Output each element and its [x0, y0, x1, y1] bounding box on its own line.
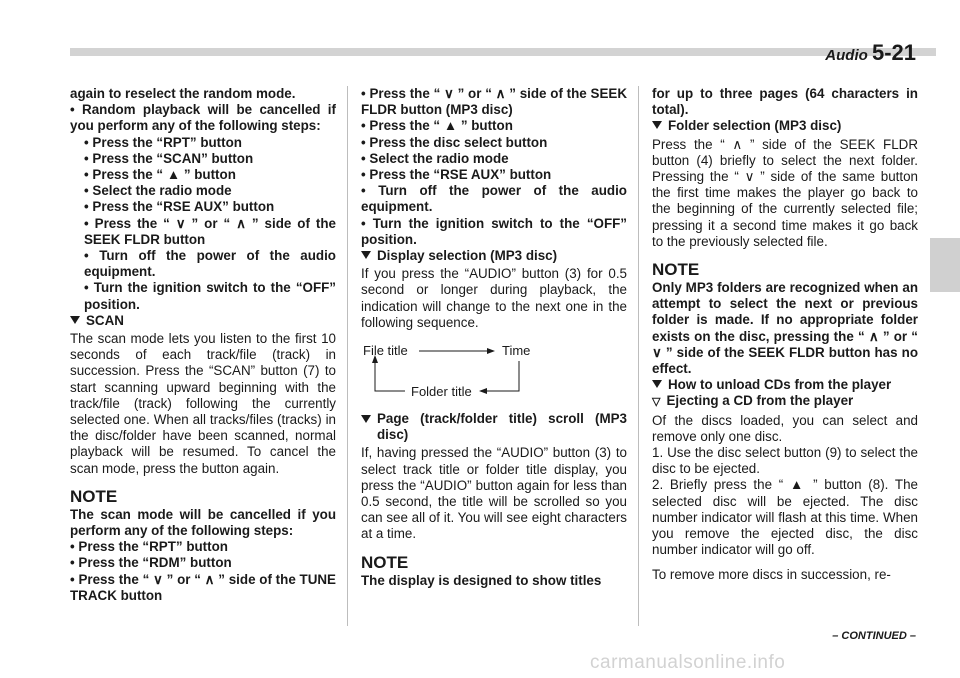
file-title-label: File title [363, 343, 408, 359]
display-sequence-diagram [361, 343, 627, 405]
list-item: • Press the “ ∨ ” or “ ∧ ” side of the SEEK FLDR button (MP3 disc) [361, 86, 627, 118]
triangle-bullet-icon [361, 415, 371, 423]
folder-heading: Folder selection (MP3 disc) [652, 118, 918, 134]
section-title: Audio [825, 47, 868, 64]
random-cancel-text: • Random playback will be cancelled if you perform any of the following steps: [70, 102, 336, 134]
list-item: • Press the “ ▲ ” button [84, 167, 236, 183]
continued-label: – CONTINUED – [832, 630, 916, 642]
triangle-bullet-icon [652, 380, 662, 388]
time-label: Time [502, 343, 531, 359]
note-body: The display is designed to show titles [361, 572, 602, 588]
remove-more-text: To remove more discs in succession, re- [652, 567, 891, 583]
eject-heading: ▽ Ejecting a CD from the player [652, 393, 918, 410]
list-item: • Select the radio mode [84, 183, 232, 199]
unload-heading: How to unload CDs from the player [652, 377, 918, 393]
header-rule [70, 48, 936, 56]
display-heading: Display selection (MP3 disc) [361, 248, 627, 264]
scan-heading: SCAN [70, 313, 336, 329]
list-item: • Select the radio mode [361, 150, 509, 166]
random-steps-list [70, 135, 336, 216]
list-item: • Turn the ignition switch to the “OFF” position. [361, 215, 627, 247]
triangle-bullet-icon [652, 121, 662, 129]
folder-title-label: Folder title [411, 384, 472, 400]
list-item: • Turn off the power of the audio equipment. [361, 183, 627, 215]
list-item: • Press the “RDM” button [70, 555, 232, 571]
note-title: NOTE [361, 552, 409, 572]
folder-body: Press the “ ∧ ” side of the SEEK FLDR button (4) briefly to select the next folder. Pressing the “ ∨ ” side of the same button the first time makes the player go back to the beginning of the currently selected file; pressing it a second time makes it go back to the previously selected file. [652, 136, 918, 249]
note-title: NOTE [70, 486, 118, 506]
note-continuation: for up to three pages (64 characters in total). [652, 86, 918, 118]
column-divider [638, 86, 639, 626]
triangle-bullet-icon [70, 316, 80, 324]
list-item: • Press the “ ∨ ” or “ ∧ ” side of the SEEK FLDR button [84, 215, 336, 247]
page-number: 5-21 [871, 40, 916, 65]
column-3 [652, 86, 918, 584]
watermark: carmanualsonline.info [590, 652, 786, 673]
column-divider [347, 86, 348, 626]
note-steps-list [70, 539, 336, 604]
column-2 [361, 86, 627, 589]
eject-step-1: 1. Use the disc select button (9) to select the disc to be ejected. [652, 445, 918, 477]
column-1 [70, 86, 336, 604]
scroll-heading: Page (track/folder title) scroll (MP3 disc) [361, 411, 627, 443]
list-item: • Press the “RPT” button [84, 134, 242, 150]
list-item: • Turn the ignition switch to the “OFF” position. [84, 280, 336, 312]
scroll-body: If, having pressed the “AUDIO” button (3) to select track title or folder title display, you press the “AUDIO” button again for less than 0.5 second, the title will be scrolled so you can see all of it. You will see eight characters at a time. [361, 445, 627, 542]
chapter-tab [930, 238, 960, 292]
note-title: NOTE [652, 260, 700, 280]
list-item: • Press the “RSE AUX” button [361, 167, 552, 183]
display-body: If you press the “AUDIO” button (3) for 0.5 second or longer during playback, the indication will change to the next one in the following sequence. [361, 266, 627, 330]
steps-list [361, 86, 627, 248]
list-item: • Turn off the power of the audio equipment. [84, 248, 336, 280]
intro-text: again to reselect the random mode. [70, 86, 296, 101]
page-header [825, 40, 916, 66]
list-item: • Press the disc select button [361, 134, 548, 150]
list-item: • Press the “SCAN” button [84, 150, 254, 166]
eject-step-2: 2. Briefly press the “ ▲ ” button (8). The selected disc will be ejected. The disc number indicator will flash at this time. When you remove the ejected disc, the disc number indicator will go off. [652, 477, 918, 558]
note-intro: The scan mode will be cancelled if you perform any of the following steps: [70, 506, 336, 539]
eject-body: Of the discs loaded, you can select and remove only one disc. [652, 412, 918, 444]
scan-body: The scan mode lets you listen to the first 10 seconds of each track/file (track) in succession. Press the “SCAN” button (7) to start scanning upward beginning with the track/file (track) following the currently selected one. When all tracks/files (tracks) in the disc/folder have been scanned, normal playback will be resumed. To cancel the scan mode, press the button again. [70, 331, 336, 476]
note-body: Only MP3 folders are recognized when an attempt to select the next or previous folder is made. If no appropriate folder exists on the disc, pressing the “ ∧ ” or “ ∨ ” side of the SEEK FLDR button has no effect. [652, 280, 918, 377]
list-item: • Press the “ ▲ ” button [361, 118, 513, 134]
list-item: • Press the “ ∨ ” or “ ∧ ” side of the TUNE TRACK button [70, 571, 336, 603]
list-item: • Press the “RSE AUX” button [84, 199, 275, 215]
open-triangle-bullet-icon: ▽ [652, 396, 661, 409]
triangle-bullet-icon [361, 251, 371, 259]
list-item: • Press the “RPT” button [70, 539, 228, 555]
